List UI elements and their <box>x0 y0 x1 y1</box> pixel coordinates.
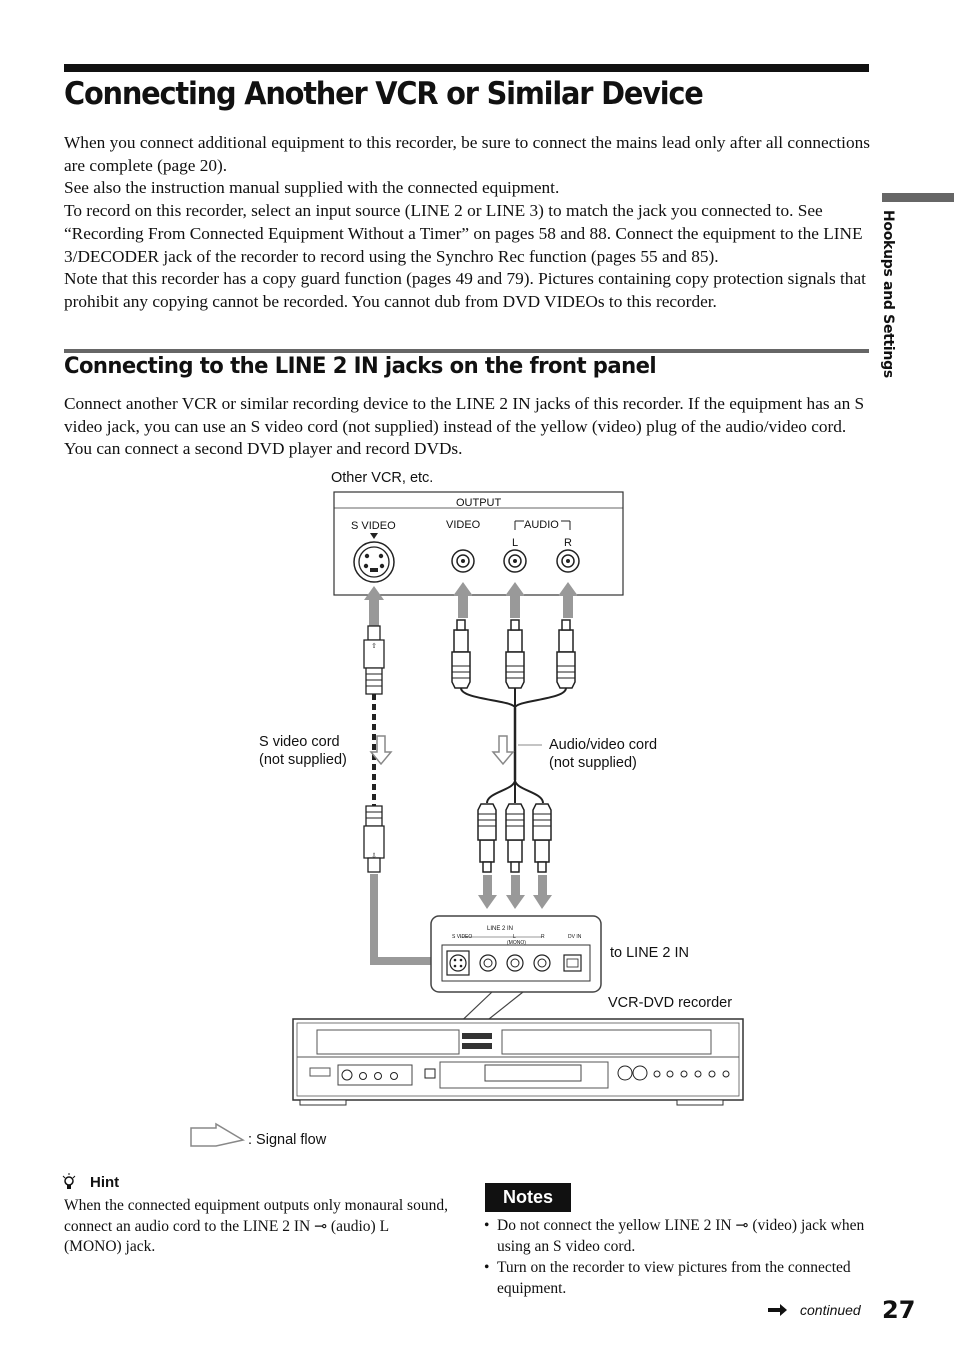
hint-text: When the connected equipment outputs only monaural sound, connect an audio cord to the LINE 2 IN ⊸ (audio) L (MONO) jack. <box>64 1197 448 1255</box>
audio-left-plug-bottom <box>506 804 524 872</box>
continued-label: continued <box>800 1302 861 1318</box>
panel-line2-in-label: LINE 2 IN <box>487 926 514 932</box>
intro-paragraph: When you connect additional equipment to this recorder, be sure to connect the mains lead only after all connections are complete (page 20). <box>64 133 870 175</box>
other-device-label: Other VCR, etc. <box>331 470 434 486</box>
video-plug-top <box>452 620 470 688</box>
audio-label: AUDIO <box>524 519 559 531</box>
s-video-plug-bottom <box>364 806 384 872</box>
page-number: 27 <box>882 1296 916 1324</box>
audio-left-plug-top <box>506 620 524 688</box>
av-cord-line1: Audio/video cord <box>549 737 658 753</box>
intro-paragraph: To record on this recorder, select an input source (LINE 2 or LINE 3) to match the jack you connected to. See “Recording From Connected Equipment Without a Timer” on pages 58 and 88. Connect the equipment to the LINE 3/DECODER jack of the recorder to record using the Synchro Rec function (pages 55 and 85). <box>64 201 863 266</box>
notes-list <box>483 1216 878 1300</box>
line2-audio-right-jack <box>534 955 550 971</box>
section-paragraph: Connect another VCR or similar recording device to the LINE 2 IN jacks of this recorder. If the equipment has an S video jack, you can use an S video cord (not supplied) instead of the yellow (video) plug of the audio/video cord. You can connect a second DVD player and record DVDs. <box>64 394 865 459</box>
audio-left-label: L <box>512 537 519 549</box>
s-video-plug-top <box>364 626 384 694</box>
panel-s-video-label: S VIDEO <box>452 934 473 940</box>
panel-dv-in-label: DV IN <box>568 934 582 940</box>
note-item: • Do not connect the yellow LINE 2 IN ⊸ (video) jack when using an S video cord. <box>483 1216 878 1257</box>
s-video-cord-line1: S video cord <box>259 734 340 750</box>
video-plug-bottom <box>478 804 496 872</box>
intro-paragraph: See also the instruction manual supplied with the connected equipment. <box>64 178 560 198</box>
panel-r-label: R <box>541 934 545 940</box>
section-title: Connecting to the LINE 2 IN jacks on the front panel <box>64 353 657 379</box>
svg-text:⇧: ⇧ <box>371 643 377 650</box>
s-video-cord-label <box>259 733 347 769</box>
recorder-label: VCR-DVD recorder <box>608 995 733 1011</box>
video-label: VIDEO <box>446 519 481 531</box>
av-cord-line2: (not supplied) <box>549 755 637 771</box>
svg-text:⇩: ⇩ <box>371 853 377 860</box>
line2-video-jack <box>480 955 496 971</box>
audio-right-output-jack <box>557 550 579 572</box>
s-video-cord-line2: (not supplied) <box>259 752 347 768</box>
audio-right-plug-top <box>557 620 575 688</box>
s-video-label: S VIDEO <box>351 520 396 532</box>
continued-arrow-icon <box>768 1304 787 1316</box>
audio-left-output-jack <box>504 550 526 572</box>
audio-right-label: R <box>564 537 572 549</box>
side-tab-text: Hookups and Settings <box>880 210 896 378</box>
signal-flow-icon <box>191 1124 243 1146</box>
panel-l-label: L <box>513 934 516 940</box>
to-line2-in-label: to LINE 2 IN <box>610 945 689 961</box>
video-output-jack <box>452 550 474 572</box>
s-video-output-jack <box>354 542 394 582</box>
note-item: • Turn on the recorder to view pictures from the connected equipment. <box>483 1258 878 1299</box>
signal-flow-label: : Signal flow <box>248 1132 327 1148</box>
line2-audio-left-jack <box>507 955 523 971</box>
vcr-dvd-recorder <box>293 1019 743 1105</box>
hint-bulb-icon <box>63 1173 75 1189</box>
hint-heading: Hint <box>90 1174 120 1191</box>
output-label: OUTPUT <box>456 497 502 509</box>
signal-arrow-av <box>493 736 513 764</box>
audio-right-plug-bottom <box>533 804 551 872</box>
notes-heading: Notes <box>485 1183 571 1212</box>
intro-paragraph: Note that this recorder has a copy guard function (pages 49 and 79). Pictures containing copy protection signals that prohibit any copying cannot be recorded. You cannot dub from DVD VIDEOs to this recorder. <box>64 269 866 311</box>
signal-arrows-down <box>478 875 552 909</box>
page-title: Connecting Another VCR or Similar Device <box>64 76 703 112</box>
panel-mono-label: (MONO) <box>507 940 526 946</box>
av-cord-label <box>549 736 657 772</box>
